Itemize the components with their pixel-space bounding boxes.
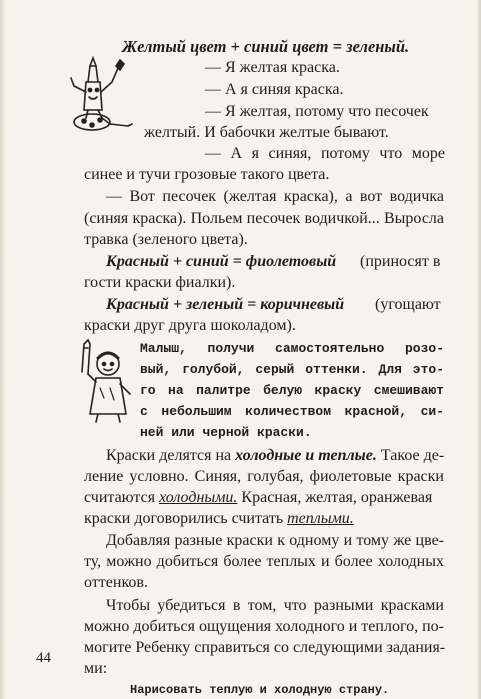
paragraph-line: (синяя краска). Польем песочек водичкой... Выросла xyxy=(84,210,444,227)
warmcold-line xyxy=(84,488,432,508)
child-with-brush-icon xyxy=(74,338,138,424)
tip-line: го на палитре белую краску смешивают xyxy=(140,383,444,398)
paragraph-line: можно добиться ощущения холодного и теплого, по- xyxy=(84,618,444,635)
dialog-line: — Я желтая, потому что песочек xyxy=(205,103,429,120)
warmcold-line xyxy=(106,446,444,466)
dialog-line: синее и тучи грозовые такого цвета. xyxy=(84,166,330,183)
emphasis: холодными. xyxy=(159,489,238,506)
dialog-line: — А я синяя, потому что море xyxy=(205,145,445,162)
tip-line: с небольшим количеством красной, си- xyxy=(140,404,444,419)
paragraph-line: ми: xyxy=(84,660,108,677)
text: Такое де- xyxy=(376,447,445,464)
emphasis: холодные и теплые. xyxy=(235,447,377,464)
mix-note: (приносят в xyxy=(360,253,441,270)
tip-line: вый, голубой, серый оттенки. Для это- xyxy=(140,362,444,377)
mix-note: (угощают xyxy=(375,296,441,313)
mix-note: краски друг друга шоколадом). xyxy=(84,317,296,334)
dialog-line: желтый. И бабочки желтые бывают. xyxy=(144,124,389,141)
text: Краски делятся на xyxy=(106,447,236,464)
text: краски договорились считать xyxy=(84,510,288,527)
paint-tube-character-icon xyxy=(66,52,138,134)
mix-formula: Красный + зеленый = коричневый xyxy=(106,296,345,313)
heading: Желтый цвет + синий цвет = зеленый. xyxy=(122,37,410,56)
dialog-line: — Я желтая краска. xyxy=(205,59,340,76)
paragraph-line: — Вот песочек (желтая краска), а вот водичка xyxy=(106,188,444,205)
text: считаются xyxy=(84,489,160,506)
page-number: 44 xyxy=(36,650,51,666)
paragraph-line: Чтобы убедиться в том, что разными красками xyxy=(106,597,444,614)
paragraph-line: ту, можно добиться более теплых и более холодных xyxy=(84,553,444,570)
text: Красная, желтая, оранжевая xyxy=(237,489,433,506)
paragraph-line: оттенков. xyxy=(84,574,148,591)
warmcold-line: ление условно. Синяя, голубая, фиолетовые краски xyxy=(84,468,444,485)
dialog-line: — А я синяя краска. xyxy=(205,81,344,98)
paragraph-line: Добавляя разные краски к одному и тому же цве- xyxy=(106,532,444,549)
warmcold-line xyxy=(84,509,354,529)
paragraph-line: травка (зеленого цвета). xyxy=(84,231,248,248)
task-line: Нарисовать теплую и холодную страну. xyxy=(130,683,390,697)
emphasis: теплыми. xyxy=(287,510,354,527)
tip-line: Малыш, получи самостоятельно розо- xyxy=(140,341,444,356)
mix-formula: Красный + синий = фиолетовый xyxy=(106,253,337,270)
paragraph-line: могите Ребенку справиться со следующими задания- xyxy=(84,639,446,656)
tip-line: ней или черной краски. xyxy=(140,425,312,440)
mix-note: гости краски фиалки). xyxy=(84,274,236,291)
